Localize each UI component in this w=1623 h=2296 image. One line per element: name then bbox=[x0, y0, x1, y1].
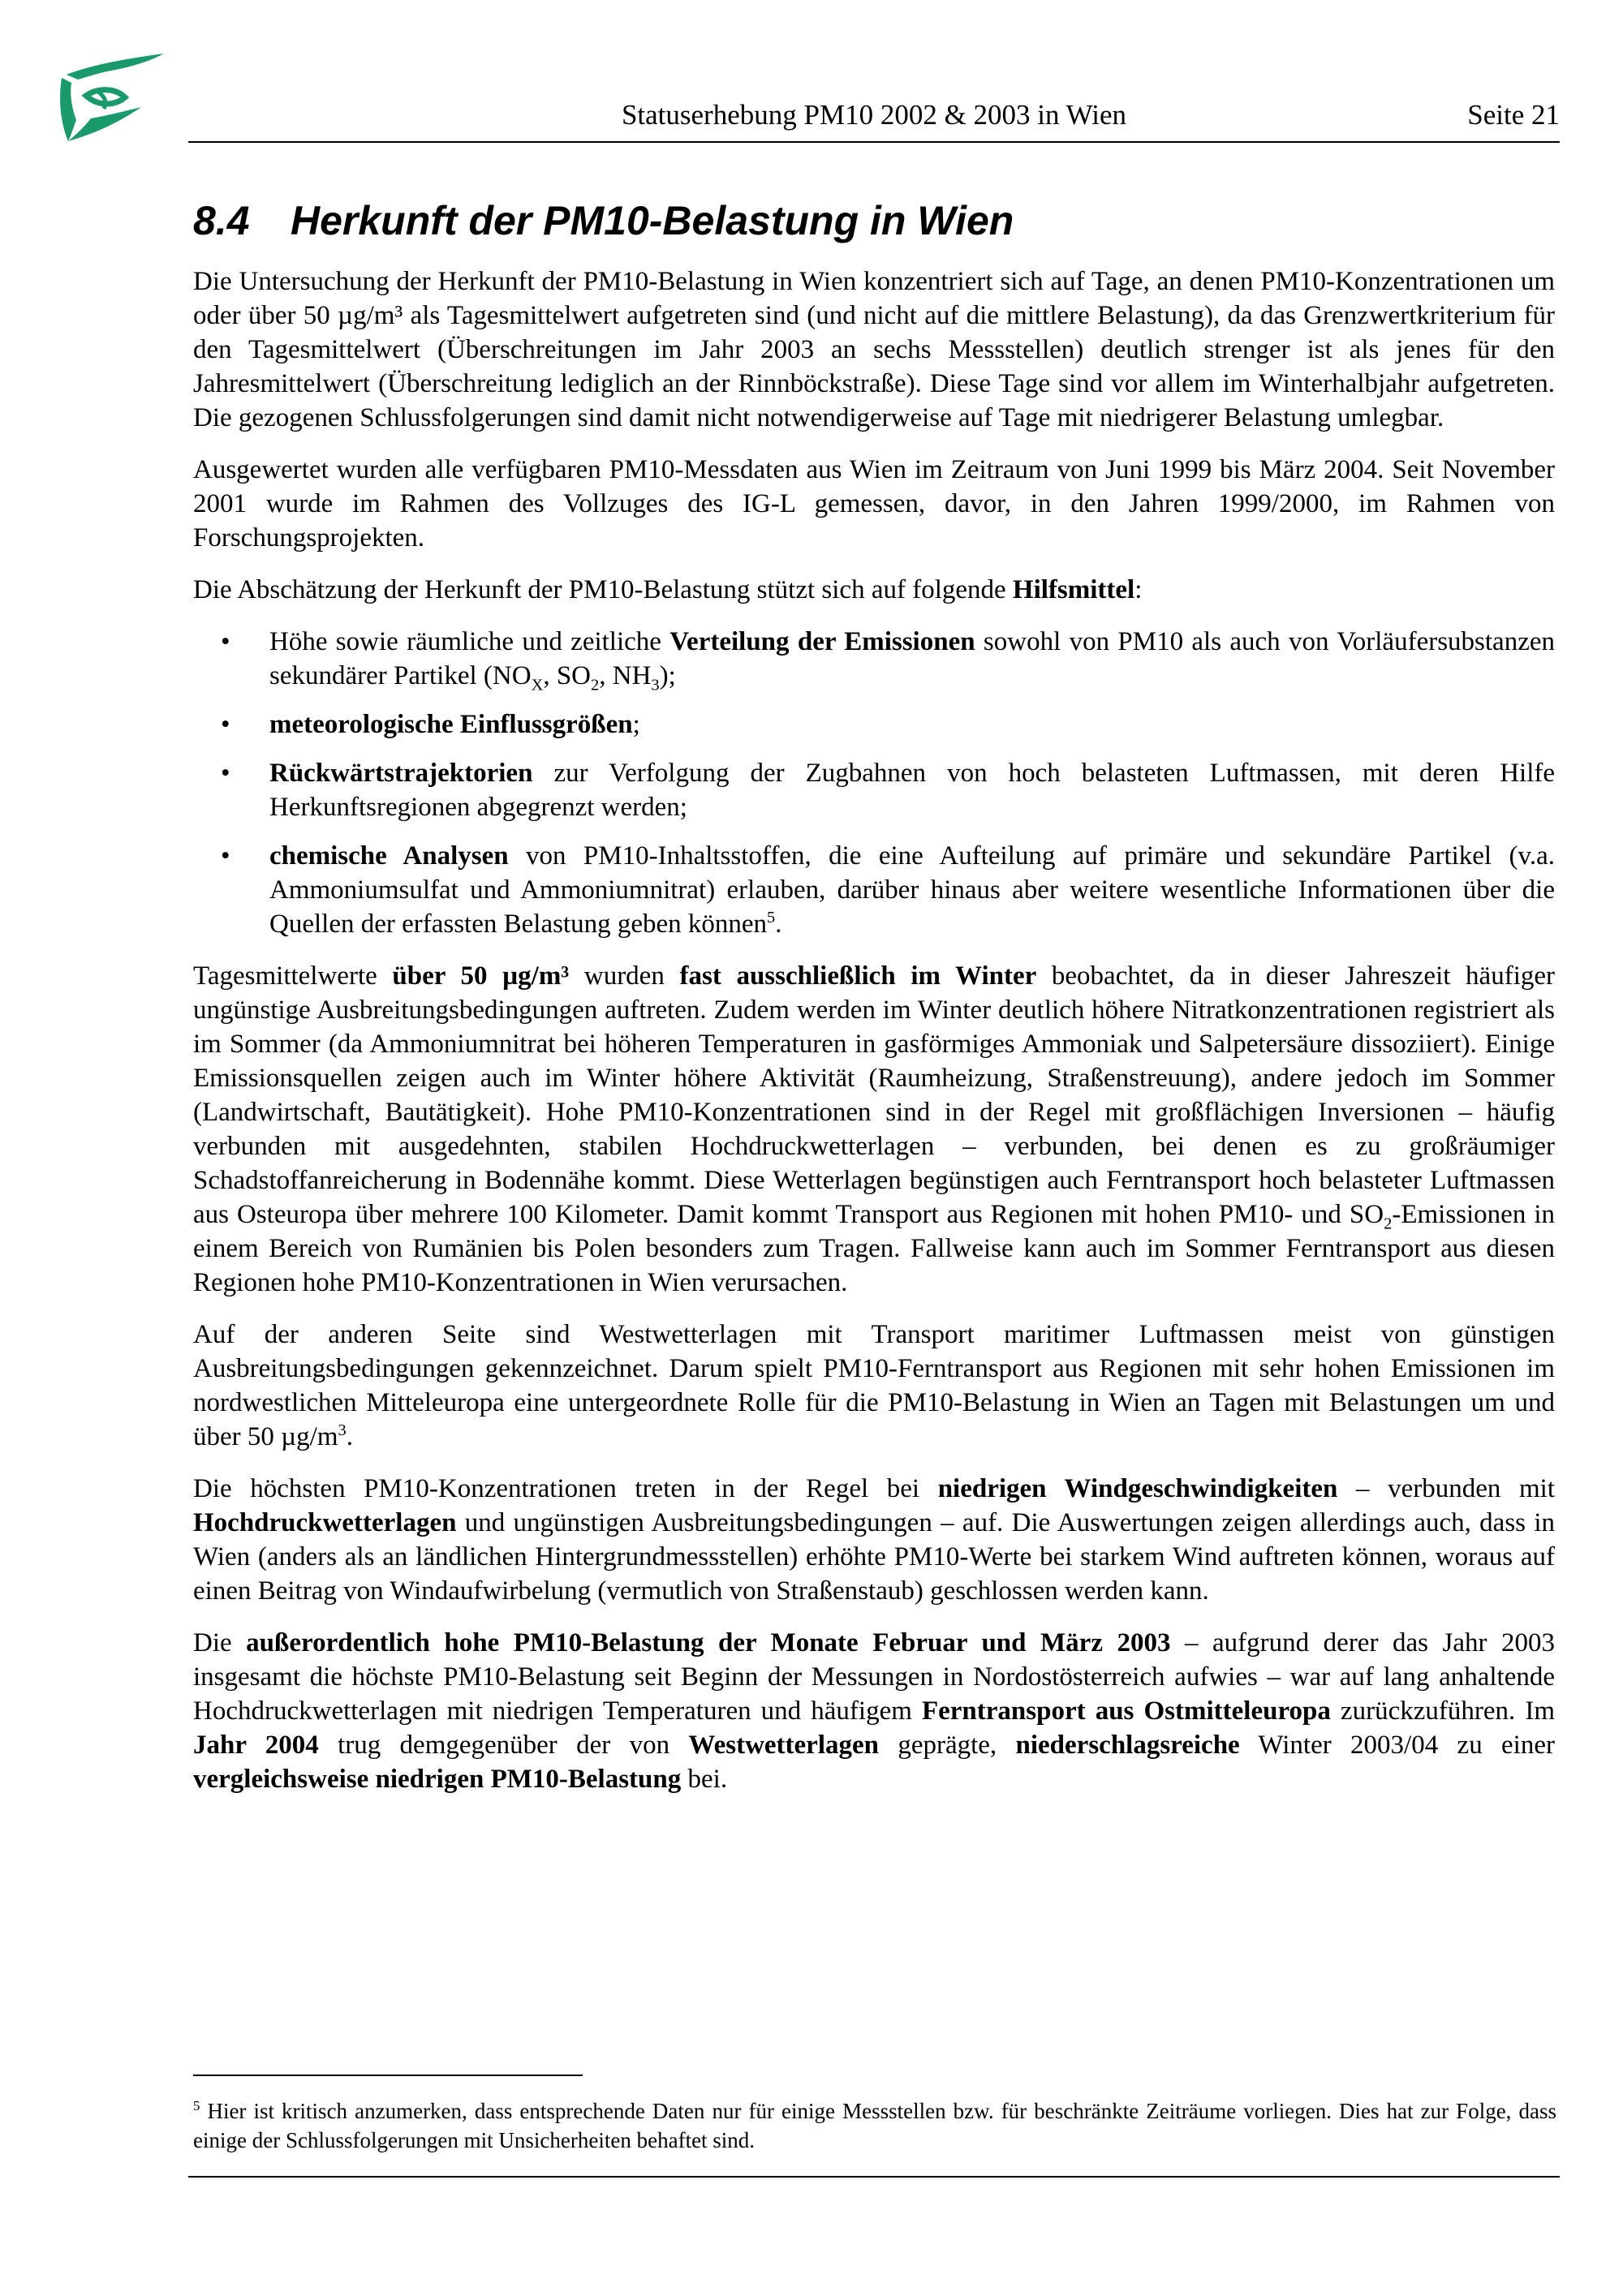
footnote-divider bbox=[193, 2075, 583, 2076]
bullet-marker: • bbox=[221, 627, 230, 656]
paragraph-3: Die Abschätzung der Herkunft der PM10-Belastung stützt sich auf folgende Hilfsmittel: bbox=[193, 575, 1143, 604]
agency-logo-icon bbox=[50, 50, 172, 156]
list-item: • meteorologische Einflussgrößen; bbox=[269, 707, 1555, 742]
paragraph-1: Die Untersuchung der Herkunft der PM10-Belastung in Wien konzentriert sich auf Tage, an denen PM10-Konzentrationen um oder über 50 µg/m³ als Tagesmittelwert aufgetreten sind (und nicht auf die mittlere Belastung), da das Grenzwertkriterium für den Tagesmittelwert (Überschreitungen im Jahr 2003 an sechs Messstellen) deutlich strenger ist als jenes für den Jahresmittelwert (Überschreitung lediglich an der Rinnböckstraße). Diese Tage sind vor allem im Winterhalbjahr aufgetreten. Die gezogenen Schlussfolgerungen sind damit nicht notwendigerweise auf Tage mit niedrigerer Belastung umlegbar. bbox=[193, 267, 1555, 432]
page-footer-rule bbox=[188, 2176, 1560, 2178]
list-item: • Höhe sowie räumliche und zeitliche Verteilung der Emissionen sowohl von PM10 als auch von Vorläufersubstanzen sekundärer Partikel ($NO_X$, $SO_2$, $NH_3$); bbox=[269, 625, 1555, 693]
bullet-marker: • bbox=[221, 841, 230, 871]
list-item: • Rückwärtstrajektorien zur Verfolgung der Zugbahnen von hoch belasteten Luftmassen, mit deren Hilfe Herkunftsregionen abgegrenzt werden; bbox=[269, 756, 1555, 824]
paragraph-2: Ausgewertet wurden alle verfügbaren PM10-Messdaten aus Wien im Zeitraum von Juni 1999 bis März 2004. Seit November 2001 wurde im Rahmen des Vollzuges des IG-L gemessen, davor, in den Jahren 1999/2000, im Rahmen von Forschungsprojekten. bbox=[193, 455, 1555, 553]
footnote bbox=[193, 2096, 1556, 2155]
main-content bbox=[193, 196, 1555, 1814]
footnote-mark: 5 bbox=[193, 2098, 200, 2113]
section-number: 8.4 bbox=[193, 198, 250, 243]
paragraph-5: Auf der anderen Seite sind Westwetterlagen mit Transport maritimer Luftmassen meist von günstigen Ausbreitungsbedingungen gekennzeichnet. Darum spielt PM10-Ferntransport aus Regionen mit sehr hohen Emissionen im nordwestlichen Mitteleuropa eine untergeordnete Rolle für die PM10-Belastung in Wien an Tagen mit Belastungen um und über 50 $\mu g/m^3$. bbox=[193, 1320, 1555, 1451]
section-title: Herkunft der PM10-Belastung in Wien bbox=[291, 198, 1014, 243]
paragraph-6: Die höchsten PM10-Konzentrationen treten in der Regel bei niedrigen Windgeschwindigkeiten – verbunden mit Hochdruckwetterlagen und ungünstigen Ausbreitungsbedingungen – auf. Die Auswertungen zeigen allerdings auch, dass in Wien (anders als an ländlichen Hintergrundmessstellen) erhöhte PM10-Werte bei starkem Wind auftreten können, woraus auf einen Beitrag von Windaufwirbelung (vermutlich von Straßenstaub) geschlossen werden kann. bbox=[193, 1474, 1556, 1606]
footnote-reference: 5 bbox=[767, 909, 776, 927]
paragraph-7: Die außerordentlich hohe PM10-Belastung der Monate Februar und März 2003 – aufgrund derer das Jahr 2003 insgesamt die höchste PM10-Belastung seit Beginn der Messungen in Nordostösterreich aufwies – war auf lang anhaltende Hochdruckwetterlagen mit niedrigen Temperaturen und häufigem Ferntransport aus Ostmitteleuropa zurückzuführen. Im Jahr 2004 trug demgegenüber der von Westwetterlagen geprägte, niederschlagsreiche Winter 2003/04 zu einer vergleichsweise niedrigen PM10-Belastung bei. bbox=[193, 1628, 1555, 1794]
aids-list bbox=[193, 625, 1555, 941]
bullet-marker: • bbox=[221, 710, 230, 739]
page-number: Seite 21 bbox=[1467, 99, 1560, 131]
page-header bbox=[188, 96, 1560, 143]
paragraph-4: Tagesmittelwerte über 50 µg/m³ wurden fast ausschließlich im Winter beobachtet, da in dieser Jahreszeit häufiger ungünstige Ausbreitungsbedingungen auftreten. Zudem werden im Winter deutlich höhere Nitratkonzentrationen registriert als im Sommer (da Ammoniumnitrat bei höheren Temperaturen in gasförmiges Ammoniak und Salpetersäure dissoziiert). Einige Emissionsquellen zeigen auch im Winter höhere Aktivität (Raumheizung, Straßenstreuung), andere jedoch im Sommer (Landwirtschaft, Bautätigkeit). Hohe PM10-Konzentrationen sind in der Regel mit großflächigen Inversionen – häufig verbunden mit ausgedehnten, stabilen Hochdruckwetterlagen – verbunden, bei denen es zu großräumiger Schadstoffanreicherung in Bodennähe kommt. Diese Wetterlagen begünstigen auch Ferntransport hoch belasteter Luftmassen aus Osteuropa über mehrere 100 Kilometer. Damit kommt Transport aus Regionen mit hohen PM10- und $SO_2$-Emissionen in einem Bereich von Rumänien bis Polen besonders zum Tragen. Fallweise kann auch im Sommer Ferntransport aus diesen Regionen hohe PM10-Konzentrationen in Wien verursachen. bbox=[193, 961, 1555, 1297]
footnote-text: Hier ist kritisch anzumerken, dass entsprechende Daten nur für einige Messstellen bzw. für beschränkte Zeiträume vorliegen. Dies hat zur Folge, dass einige der Schlussfolgerungen mit Unsicherheiten behaftet sind. bbox=[193, 2099, 1556, 2152]
section-heading bbox=[193, 196, 1555, 245]
list-item: • chemische Analysen von PM10-Inhaltsstoffen, die eine Aufteilung auf primäre und sekundäre Partikel (v.a. Ammoniumsulfat und Ammoniumnitrat) erlauben, darüber hinaus aber weitere wesentliche Informationen über die Quellen der erfassten Belastung geben können$^5$. bbox=[269, 839, 1555, 941]
header-title: Statuserhebung PM10 2002 & 2003 in Wien bbox=[621, 99, 1127, 131]
bullet-marker: • bbox=[221, 759, 230, 788]
